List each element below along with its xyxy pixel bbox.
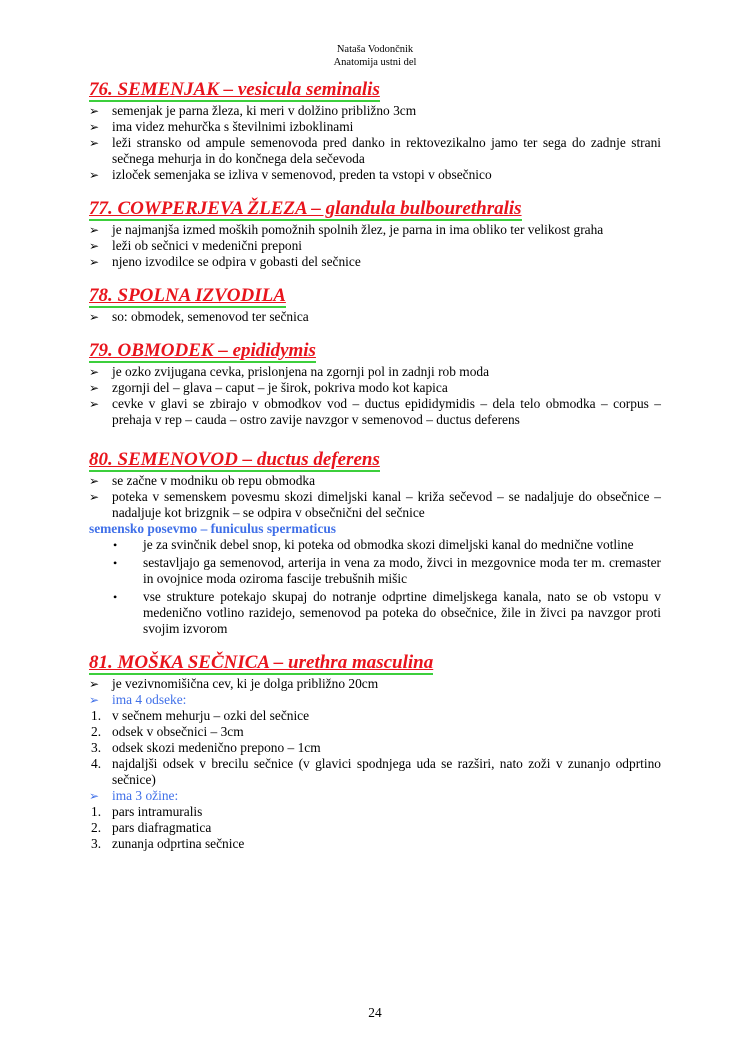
list-item-text: ima 3 ožine: [112, 788, 179, 803]
list-item [89, 167, 661, 183]
arrow-bullet-icon: ➢ [89, 490, 100, 504]
list-number: 2. [91, 820, 102, 835]
list-number: 3. [91, 740, 102, 755]
arrow-bullet-icon: ➢ [89, 120, 100, 134]
section-title: 77. COWPERJEVA ŽLEZA – glandula bulbourethralis [89, 198, 522, 219]
list-item [89, 238, 661, 254]
list-item-text: poteka v semenskem povesmu skozi dimeljski kanal – križa sečevod – se nadaljuje do obsečnice – nadaljuje kot brizgnik – se odpira v obsečnični del sečnice [112, 489, 661, 520]
list-item-text: cevke v glavi se zbirajo v obmodkov vod – ductus epididymidis – dela telo obmodka – corpus – prehaja v rep – cauda – ostro zavije navzgor v semenovod – ductus deferens [112, 396, 661, 427]
list-item-text: ima 4 odseke: [112, 692, 187, 707]
section-title: 76. SEMENJAK – vesicula seminalis [89, 79, 380, 100]
list-item-text: ima videz mehurčka s številnimi izboklinami [112, 119, 354, 134]
numbered-list [89, 708, 661, 788]
list-item [89, 119, 661, 135]
list-item-text: vse strukture potekajo skupaj do notranje odprtine dimeljskega kanala, nato se ob vstopu v medenično votlino razidejo, semenovod pa poteka do obsečnice, žile in živci pa navzgor proti svojim izvorom [143, 589, 661, 636]
list-item-text: pars intramuralis [112, 804, 203, 819]
list-item-text: zgornji del – glava – caput – je širok, pokriva modo kot kapica [112, 380, 448, 395]
section [89, 339, 661, 428]
list-number: 2. [91, 724, 102, 739]
arrow-bullet-icon: ➢ [89, 789, 100, 803]
list-item-text: odsek skozi medenično prepono – 1cm [112, 740, 321, 755]
arrow-bullet-icon: ➢ [89, 223, 100, 237]
list-item-text: najdaljši odsek v brecilu sečnice (v glavici spodnjega uda se razširi, nato zoži v zunanjo odprtino sečnice) [112, 756, 661, 787]
header-author: Nataša Vodončnik [336, 44, 414, 55]
list-item [89, 836, 661, 852]
arrow-bullet-icon: ➢ [89, 104, 100, 118]
section-heading [89, 197, 661, 221]
list-item [89, 756, 661, 788]
section-heading [89, 78, 661, 102]
list-item [89, 380, 661, 396]
subheading: semensko posevmo – funiculus spermaticus [89, 521, 337, 536]
list-item [89, 589, 661, 637]
list-item [89, 537, 661, 553]
list-item [89, 364, 661, 380]
list-item [89, 135, 661, 167]
section-title: 80. SEMENOVOD – ductus deferens [89, 449, 380, 470]
arrow-bullet-icon: ➢ [89, 365, 100, 379]
list-item-text: sestavljajo ga semenovod, arterija in vena za modo, živci in mezgovnice moda ter m. cremaster in ovojnice moda oziroma fascije trebušnih mišic [143, 555, 661, 586]
arrow-bullet-icon: ➢ [89, 239, 100, 253]
list-item [89, 396, 661, 428]
arrow-bullet-icon: ➢ [89, 381, 100, 395]
arrow-bullet-icon: ➢ [89, 693, 100, 707]
section-heading [89, 339, 661, 363]
list-item [89, 788, 661, 804]
list-item [89, 708, 661, 724]
list-item-text: se začne v modniku ob repu obmodka [112, 473, 316, 488]
arrow-bullet-icon: ➢ [89, 474, 100, 488]
list-number: 1. [91, 708, 102, 723]
dot-bullet-icon: • [113, 538, 118, 552]
arrow-bullet-icon: ➢ [89, 168, 100, 182]
list-item-text: pars diafragmatica [112, 820, 212, 835]
arrow-bullet-icon: ➢ [89, 255, 100, 269]
bullet-list [89, 537, 661, 637]
arrow-bullet-icon: ➢ [89, 677, 100, 691]
section-heading [89, 448, 661, 472]
list-item-text: semenjak je parna žleza, ki meri v dolžino približno 3cm [112, 103, 417, 118]
section-title: 78. SPOLNA IZVODILA [89, 285, 286, 306]
list-item-text: so: obmodek, semenovod ter sečnica [112, 309, 309, 324]
list-item-text: zunanja odprtina sečnice [112, 836, 245, 851]
list-item-text: je ozko zvijugana cevka, prislonjena na zgornji pol in zadnji rob moda [112, 364, 490, 379]
arrow-bullet-icon: ➢ [89, 397, 100, 411]
list-item-text: je za svinčnik debel snop, ki poteka od obmodka skozi dimeljski kanal do mednične votline [143, 537, 634, 552]
section-heading [89, 651, 661, 675]
list-number: 1. [91, 804, 102, 819]
arrow-bullet-icon: ➢ [89, 310, 100, 324]
section-title: 81. MOŠKA SEČNICA – urethra masculina [89, 652, 434, 673]
list-item-text: v sečnem mehurju – ozki del sečnice [112, 708, 310, 723]
list-item-text: leži ob sečnici v medenični preponi [112, 238, 303, 253]
section [89, 284, 661, 325]
list-item [89, 740, 661, 756]
dot-bullet-icon: • [113, 556, 118, 570]
list-item [89, 692, 661, 708]
section [89, 78, 661, 183]
section-heading [89, 284, 661, 308]
header-subtitle: Anatomija ustni del [333, 56, 417, 68]
list-item-text: je vezivnomišična cev, ki je dolga približno 20cm [112, 676, 379, 691]
section [89, 651, 661, 852]
list-item [89, 820, 661, 836]
list-item [89, 473, 661, 489]
list-number: 4. [91, 756, 102, 771]
list-item [89, 804, 661, 820]
section [89, 197, 661, 270]
list-item-text: izloček semenjaka se izliva v semenovod, preden ta vstopi v obsečnico [112, 167, 492, 182]
list-item-text: odsek v obsečnici – 3cm [112, 724, 244, 739]
list-item [89, 103, 661, 119]
section-title: 79. OBMODEK – epididymis [89, 340, 316, 361]
page-number: 24 [368, 1005, 382, 1020]
list-item [89, 489, 661, 521]
page-header [0, 44, 750, 69]
list-item [89, 724, 661, 740]
section [89, 448, 661, 637]
list-item-text: leži stransko od ampule semenovoda pred danko in rektovezikalno jamo ter sega do zadnje strani sečnega mehurja in do končnega dela sečevoda [112, 135, 661, 166]
document-body [89, 78, 661, 866]
list-item-text: njeno izvodilce se odpira v gobasti del sečnice [112, 254, 361, 269]
list-item-text: je najmanjša izmed moških pomožnih spolnih žlez, je parna in ima obliko ter velikost graha [112, 222, 604, 237]
list-item [89, 555, 661, 587]
list-item [89, 222, 661, 238]
list-item [89, 254, 661, 270]
dot-bullet-icon: • [113, 590, 118, 604]
list-item [89, 309, 661, 325]
arrow-bullet-icon: ➢ [89, 136, 100, 150]
list-item [89, 676, 661, 692]
numbered-list [89, 804, 661, 852]
list-number: 3. [91, 836, 102, 851]
